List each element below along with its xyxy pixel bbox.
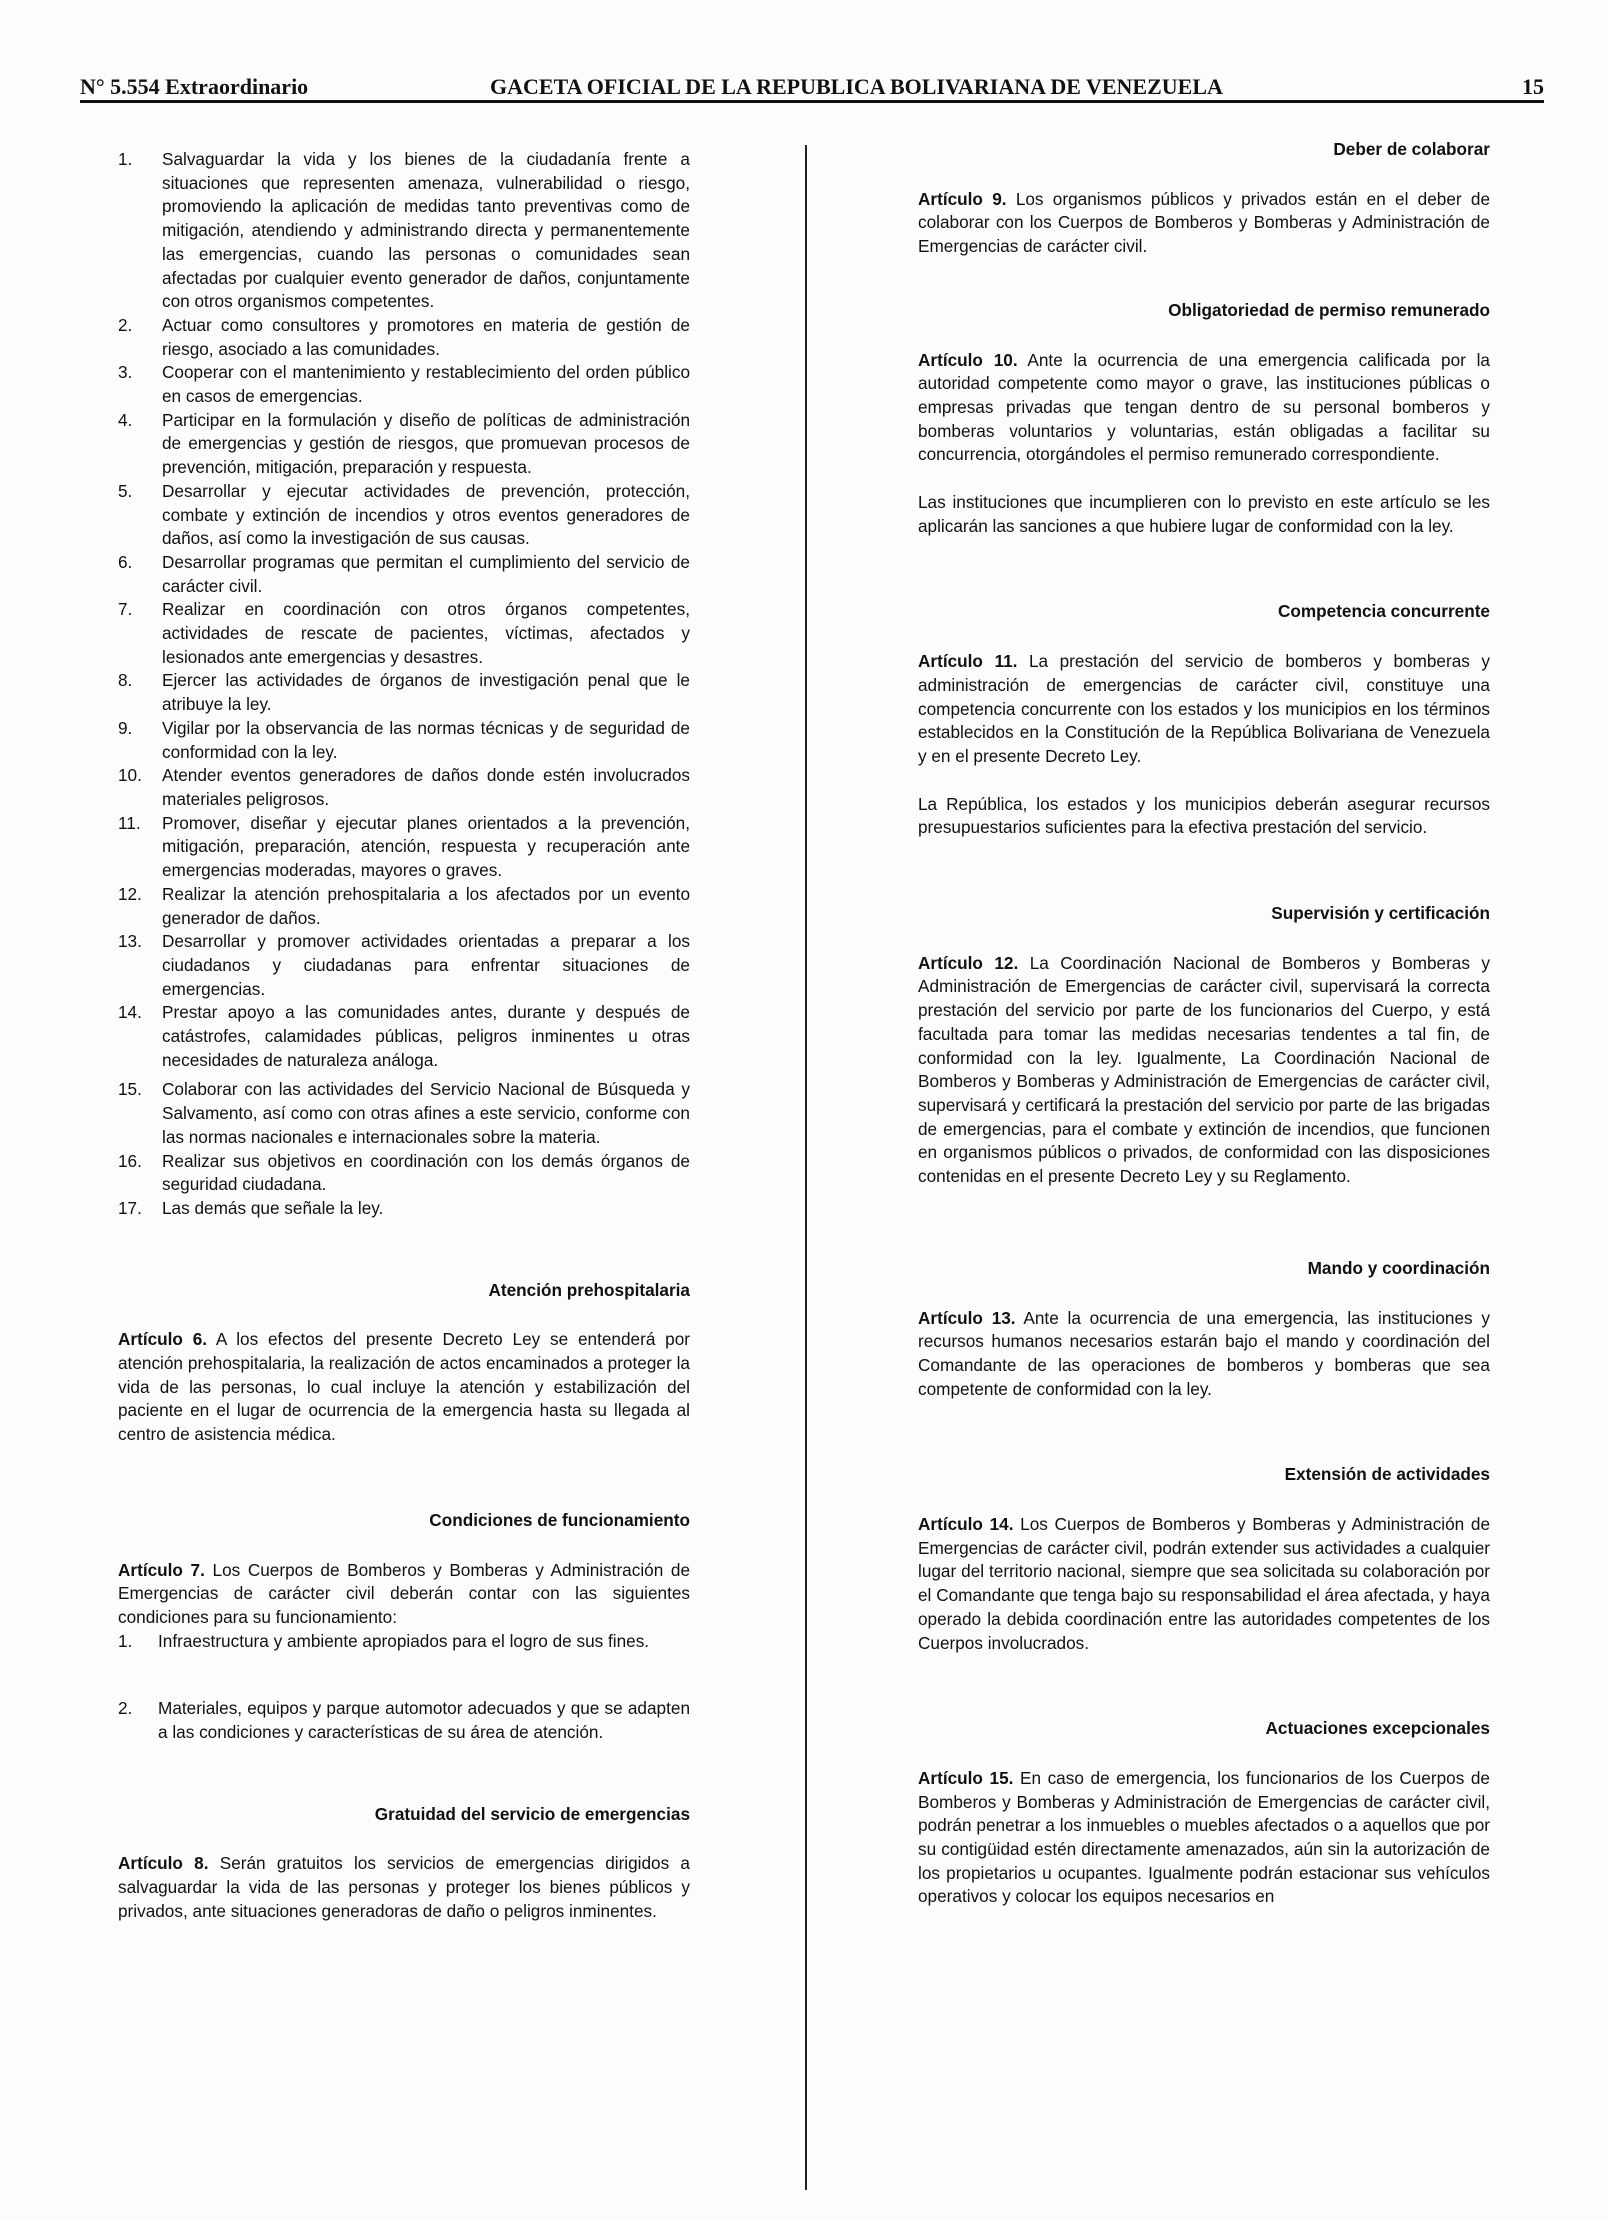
list-number: 5.: [118, 480, 133, 501]
list-text: Las demás que señale la ley.: [162, 1197, 384, 1218]
article-12-body: [918, 952, 1490, 1189]
left-column: [118, 148, 690, 1924]
list-item: [118, 361, 690, 408]
article-13-heading: Mando y coordinación: [1307, 1257, 1490, 1278]
list-number: 7.: [118, 599, 133, 620]
list-number: 15.: [118, 1079, 142, 1100]
list-text: Participar en la formulación y diseño de políticas de administración de emergencias y gestión de riesgos, que promuevan procesos de prevención, mitigación, preparación y respuesta.: [162, 409, 690, 478]
list-text: Infraestructura y ambiente apropiados para el logro de sus fines.: [158, 1630, 650, 1651]
article-10-heading: Obligatoriedad de permiso remunerado: [1168, 299, 1490, 320]
article-10-label: Artículo 10.: [918, 349, 1018, 370]
list-number: 2.: [118, 1698, 133, 1719]
list-item: [118, 812, 690, 883]
article-14-text: Los Cuerpos de Bomberos y Bomberas y Administración de Emergencias de carácter civil, podrán extender sus actividades a cualquier lugar del territorio nacional, siempre que sea solicitada su colaboración por el Comandante que tenga bajo su responsabilidad el área afectada, y haya operado la debida coordinación entre las autoridades competentes de los Cuerpos involucrados.: [918, 1514, 1491, 1653]
article-14-body: [918, 1513, 1490, 1655]
list-item: [118, 669, 690, 716]
list-text: Salvaguardar la vida y los bienes de la ciudadanía frente a situaciones que representen amenaza, vulnerabilidad o riesgo, promoviendo la aplicación de medidas tanto preventivas como de mitigación, atendiendo y administrando directa y permanentemente las emergencias, cuando las personas o comunidades sean afectadas por cualquier evento generador de daños, conjuntamente con otros organismos competentes.: [162, 149, 690, 312]
article-15-heading: Actuaciones excepcionales: [1265, 1718, 1490, 1739]
list-text: Desarrollar programas que permitan el cumplimiento del servicio de carácter civil.: [162, 551, 690, 596]
article-7-label: Artículo 7.: [118, 1559, 205, 1580]
list-number: 12.: [118, 883, 142, 904]
article-11-label: Artículo 11.: [918, 651, 1018, 672]
article-12-heading: Supervisión y certificación: [1271, 903, 1490, 924]
list-number: 11.: [118, 812, 141, 833]
article-14-label: Artículo 14.: [918, 1514, 1014, 1535]
list-item: [118, 764, 690, 811]
list-text: Atender eventos generadores de daños donde estén involucrados materiales peligrosos.: [162, 765, 690, 809]
list-text: Realizar en coordinación con otros órganos competentes, actividades de rescate de pacientes, víctimas, afectados y lesionados ante emergencias y desastres.: [162, 599, 690, 667]
page-number: 15: [1522, 74, 1544, 99]
list-number: 13.: [118, 931, 142, 952]
list-number: 10.: [118, 765, 142, 786]
list-item: [118, 314, 690, 361]
list-text: Colaborar con las actividades del Servicio Nacional de Búsqueda y Salvamento, así como con otras afines a este servicio, conforme con las normas nacionales e internacionales sobre la materia.: [162, 1079, 690, 1147]
list-item: [118, 1630, 690, 1654]
issue-number: N° 5.554 Extraordinario: [80, 74, 309, 99]
list-text: Realizar sus objetivos en coordinación con los demás órganos de seguridad ciudadana.: [162, 1150, 690, 1195]
list-text: Prestar apoyo a las comunidades antes, durante y después de catástrofes, calamidades públicas, peligros inminentes u otras necesidades de naturaleza análoga.: [162, 1002, 690, 1070]
functions-list: [118, 148, 690, 1221]
article-6-heading: Atención prehospitalaria: [488, 1279, 690, 1300]
list-item: [118, 551, 690, 598]
list-item: [118, 1197, 690, 1221]
article-9-text: Los organismos públicos y privados están en el deber de colaborar con los Cuerpos de Bomberos y Bomberas y Administración de Emergencias de carácter civil.: [918, 188, 1491, 257]
article-10-paragraph-2: Las instituciones que incumplieren con lo previsto en este artículo se les aplicarán las sanciones a que hubiere lugar de conformidad con la ley.: [918, 492, 1490, 536]
article-9-heading: Deber de colaborar: [1333, 139, 1490, 159]
article-6-body: [118, 1328, 690, 1447]
article-8-label: Artículo 8.: [118, 1853, 209, 1874]
article-10-text: Ante la ocurrencia de una emergencia calificada por la autoridad competente como mayor o grave, las instituciones públicas o empresas privadas que tengan dentro de su personal bomberos y bomberas voluntarios y voluntarias, están obligadas a facilitar su concurrencia, otorgándoles el permiso remunerado correspondiente.: [918, 349, 1490, 465]
article-6-text: A los efectos del presente Decreto Ley se entenderá por atención prehospitalaria, la realización de actos encaminados a proteger la vida de las personas, lo cual incluye la atención y estabilización del paciente en el lugar de ocurrencia de la emergencia hasta su llegada al centro de asistencia médica.: [118, 1329, 691, 1445]
list-text: Desarrollar y promover actividades orientadas a preparar a los ciudadanos y ciudadanas para enfrentar situaciones de emergencias.: [162, 931, 690, 999]
article-13-text: Ante la ocurrencia de una emergencia, las instituciones y recursos humanos necesarios estarán bajo el mando y coordinación del Comandante de las operaciones de bomberos y bomberas que sea competente de conformidad con la ley.: [918, 1307, 1490, 1399]
list-item: [118, 717, 690, 764]
list-item: [118, 1697, 690, 1744]
article-10-body: [918, 349, 1490, 468]
list-text: Realizar la atención prehospitalaria a los afectados por un evento generador de daños.: [162, 883, 690, 928]
article-7-text: Los Cuerpos de Bomberos y Bomberas y Administración de Emergencias de carácter civil deberán contar con las siguientes condiciones para su funcionamiento:: [118, 1559, 690, 1627]
list-number: 9.: [118, 717, 133, 738]
list-item: [118, 480, 690, 551]
list-number: 17.: [118, 1197, 142, 1218]
article-12-label: Artículo 12.: [918, 952, 1019, 973]
article-8-text: Serán gratuitos los servicios de emergencias dirigidos a salvaguardar la vida de las personas y proteger los bienes públicos y privados, ante situaciones generadoras de daño o peligros inminentes.: [118, 1853, 690, 1921]
gazette-title: GACETA OFICIAL DE LA REPUBLICA BOLIVARIANA DE VENEZUELA: [490, 74, 1223, 99]
article-13-label: Artículo 13.: [918, 1307, 1016, 1328]
list-number: 14.: [118, 1002, 142, 1023]
list-text: Promover, diseñar y ejecutar planes orientados a la prevención, mitigación, preparación, atención, respuesta y recuperación ante emergencias moderadas, mayores o graves.: [162, 812, 690, 881]
list-number: 6.: [118, 551, 133, 572]
list-item: [118, 1150, 690, 1197]
list-text: Cooperar con el mantenimiento y restablecimiento del orden público en casos de emergencias.: [162, 362, 690, 407]
article-6-label: Artículo 6.: [118, 1329, 208, 1350]
article-11-paragraph-2: La República, los estados y los municipios deberán asegurar recursos presupuestarios suficientes para la efectiva prestación del servicio.: [918, 793, 1490, 838]
article-12-text: La Coordinación Nacional de Bomberos y Bomberas y Administración de Emergencias de carácter civil, supervisará la correcta prestación del servicio por parte de los funcionarios del Cuerpo, y está facultada para tomar las medidas necesarias tendentes a tal fin, de conformidad con la ley. Igualmente, La Coordinación Nacional de Bomberos y Bomberas y Administración de Emergencias de carácter civil, supervisará y certificará la prestación del servicio por parte de las brigadas de emergencias, para el combate y extinción de incendios, que funcionen en organismos públicos o privados, de conformidad con las disposiciones contenidas en el presente Decreto Ley y su Reglamento.: [918, 952, 1490, 1187]
article-9-label: Artículo 9.: [918, 188, 1007, 209]
list-item: [118, 598, 690, 669]
list-number: 1.: [118, 149, 133, 169]
list-number: 1.: [118, 1630, 133, 1651]
list-item: [118, 1001, 690, 1072]
article-11-heading: Competencia concurrente: [1277, 601, 1490, 622]
list-item: [118, 1078, 690, 1149]
article-15-body: [918, 1767, 1490, 1909]
list-text: Materiales, equipos y parque automotor adecuados y que se adapten a las condiciones y características de su área de atención.: [158, 1698, 690, 1743]
list-number: 4.: [118, 409, 133, 430]
list-item: [118, 883, 690, 930]
article-9-body: [918, 188, 1490, 259]
list-text: Vigilar por la observancia de las normas técnicas y de seguridad de conformidad con la ley.: [162, 717, 690, 762]
list-number: 16.: [118, 1150, 142, 1171]
article-11-text: La prestación del servicio de bomberos y bomberas y administración de emergencias de carácter civil, constituye una competencia concurrente con los estados y los municipios en los términos establecidos en la Constitución de la República Bolivariana de Venezuela y en el presente Decreto Ley.: [918, 651, 1490, 766]
list-text: Actuar como consultores y promotores en materia de gestión de riesgo, asociado a las comunidades.: [162, 314, 690, 359]
list-item: [118, 148, 690, 314]
list-item: [118, 409, 690, 480]
article-8-heading: Gratuidad del servicio de emergencias: [374, 1803, 690, 1824]
list-number: 2.: [118, 314, 133, 335]
list-number: 8.: [118, 670, 133, 691]
header-rule: [80, 100, 1544, 103]
article-8-body: [118, 1852, 690, 1923]
article-7-body: [118, 1559, 690, 1630]
article-15-text: En caso de emergencia, los funcionarios de los Cuerpos de Bomberos y Bomberas y Administración de Emergencias de carácter civil, podrán penetrar a los inmuebles o muebles afectados o a aquellos que por su contigüidad estén directamente amenazados, aún sin la autorización de los propietarios u ocupantes. Igualmente podrán estacionar sus vehículos operativos y colocar los equipos necesarios en: [918, 1767, 1490, 1907]
article-15-label: Artículo 15.: [918, 1767, 1014, 1788]
article-13-body: [918, 1307, 1490, 1402]
list-number: 3.: [118, 362, 133, 383]
list-item: [118, 930, 690, 1001]
list-text: Ejercer las actividades de órganos de investigación penal que le atribuye la ley.: [162, 670, 690, 715]
article-14-heading: Extensión de actividades: [1284, 1464, 1490, 1485]
conditions-list: [118, 1630, 690, 1745]
article-7-heading: Condiciones de funcionamiento: [429, 1509, 690, 1530]
article-11-body: [918, 650, 1490, 769]
column-divider: [805, 145, 807, 2190]
right-column: [918, 138, 1490, 1909]
list-text: Desarrollar y ejecutar actividades de prevención, protección, combate y extinción de incendios y otros eventos generadores de daños, así como la investigación de sus causas.: [162, 480, 690, 549]
